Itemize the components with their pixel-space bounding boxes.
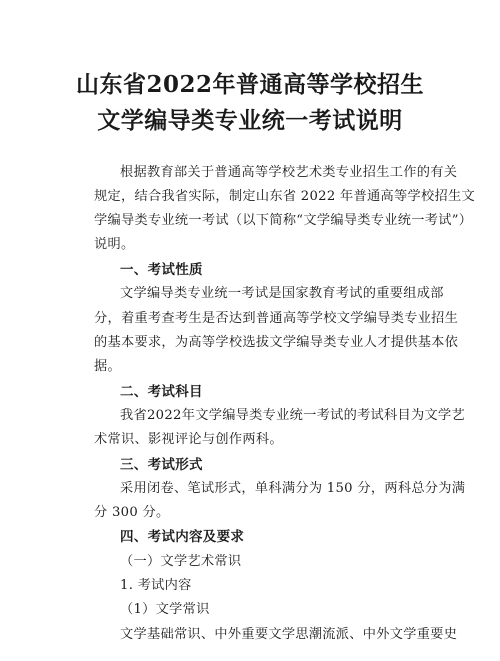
section-heading: 四、考试内容及要求 [120,529,245,545]
intro-line: 根据教育部关于普通高等学校艺术类专业招生工作的有关 [120,165,458,180]
paragraph-line: 文学编导类专业统一考试是国家教育考试的重要组成部 [120,286,444,301]
intro-line: 说明。 [94,237,135,252]
subsection-heading: （1）文学常识 [120,602,210,617]
paragraph-line: 分 300 分。 [94,505,170,520]
paragraph-line: 文学基础常识、中外重要文学思潮流派、中外文学重要史 [120,627,458,642]
paragraph-line: 采用闭卷、笔试形式，单科满分为 150 分，两科总分为满 [120,481,466,496]
intro-line: 规定，结合我省实际，制定山东省 2022 年普通高等学校招生文 [94,189,475,204]
subsection-heading: （一）文学艺术常识 [120,554,242,569]
section-heading: 二、考试科目 [120,384,203,400]
section-heading: 三、考试形式 [120,457,203,473]
paragraph-line: 我省2022年文学编导类专业统一考试的考试科目为文学艺 [120,408,465,423]
paragraph-line: 的基本要求，为高等学校选拔文学编导类专业人才提供基本依 [94,335,459,350]
paragraph-line: 据。 [94,359,121,374]
document-title-line1: 山东省2022年普通高等学校招生 [75,71,424,98]
section-heading: 一、考试性质 [120,262,203,278]
intro-line: 学编导类专业统一考试（以下简称“文学编导类专业统一考试”） [94,213,473,228]
paragraph-line: 分，着重考查考生是否达到普通高等学校文学编导类专业招生 [94,311,459,326]
document-title-line2: 文学编导类专业统一考试说明 [97,107,403,134]
subsection-heading: 1. 考试内容 [120,578,192,593]
paragraph-line: 术常识、影视评论与创作两科。 [94,432,283,447]
